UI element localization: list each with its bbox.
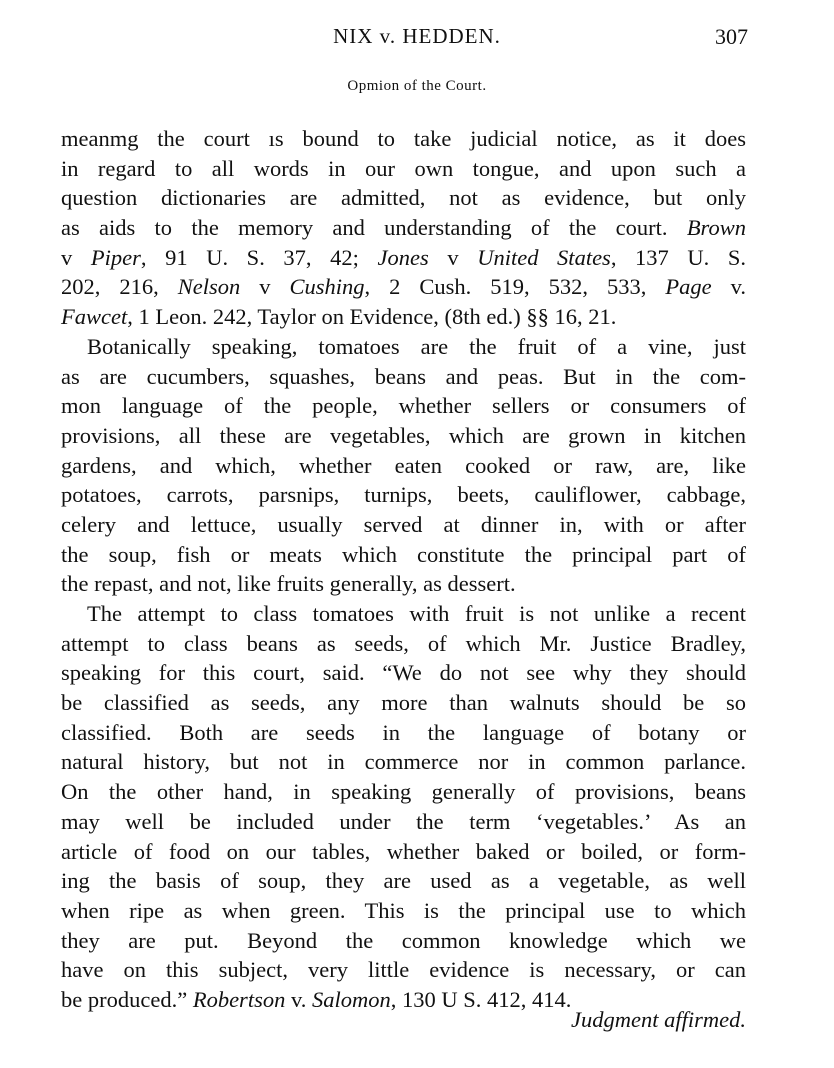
text-segment: , 2 Cush. 519, 532, 533, — [364, 274, 666, 300]
text-line — [61, 926, 746, 956]
text-segment: may well be included under the term ‘vegetables.’ As an — [61, 808, 746, 834]
text-line — [61, 124, 746, 154]
text-segment: the soup, fish or meats which constitute the principal part of — [61, 541, 746, 567]
text-line — [61, 896, 746, 926]
text-segment: provisions, all these are vegetables, which are grown in kitchen — [61, 422, 746, 448]
text-segment: article of food on our tables, whether baked or boiled, or form- — [61, 838, 746, 864]
case-name-italic: Piper — [90, 244, 141, 270]
text-line — [61, 391, 746, 421]
text-segment: mon language of the people, whether sellers or consumers of — [61, 393, 746, 419]
text-segment: natural history, but not in commerce nor in common parlance. — [61, 749, 746, 775]
text-line — [61, 362, 746, 392]
judgment-line: Judgment affirmed. — [571, 1007, 746, 1032]
text-line — [61, 451, 746, 481]
text-segment: when ripe as when green. This is the principal use to which — [61, 897, 746, 923]
text-segment: they are put. Beyond the common knowledge which we — [61, 927, 746, 953]
text-line — [61, 540, 746, 570]
text-segment: v — [61, 244, 91, 270]
text-line — [61, 599, 746, 629]
text-line — [61, 837, 746, 867]
text-segment: question dictionaries are admitted, not as evidence, but only — [61, 185, 746, 211]
case-name-italic: Robertson — [192, 986, 286, 1012]
text-line — [61, 688, 746, 718]
text-line — [61, 777, 746, 807]
text-segment: speaking for this court, said. “We do not see why they should — [61, 660, 746, 686]
case-name-italic: Cushing — [289, 274, 365, 300]
text-line — [61, 243, 746, 273]
case-name-italic: Nelson — [177, 274, 241, 300]
text-segment: , 130 U S. 412, 414. — [390, 986, 572, 1012]
text-segment: potatoes, carrots, parsnips, turnips, beets, cauliflower, cabbage, — [61, 482, 746, 508]
text-line — [61, 718, 746, 748]
text-line — [61, 272, 746, 302]
text-segment: gardens, and which, whether eaten cooked or raw, are, like — [61, 452, 746, 478]
text-line — [61, 154, 746, 184]
text-line — [61, 569, 746, 599]
text-segment: On the other hand, in speaking generally of provisions, beans — [61, 779, 746, 805]
text-segment: be classified as seeds, any more than walnuts should be so — [61, 690, 746, 716]
text-segment: v — [428, 244, 478, 270]
text-line — [61, 510, 746, 540]
text-segment: v. — [285, 986, 312, 1012]
text-segment: the repast, and not, like fruits generally, as dessert. — [61, 571, 516, 597]
text-segment: ing the basis of soup, they are used as a vegetable, as well — [61, 868, 746, 894]
text-segment: meanmg the court ıs bound to take judicial notice, as it does — [61, 126, 746, 151]
text-line — [61, 302, 746, 332]
text-segment: , 137 U. S. — [610, 244, 747, 270]
text-segment: classified. Both are seeds in the language of botany or — [61, 719, 746, 745]
text-segment: celery and lettuce, usually served at dinner in, with or after — [61, 511, 746, 537]
case-name-italic: Brown — [686, 215, 746, 241]
text-line — [61, 658, 746, 688]
text-line — [61, 629, 746, 659]
text-segment: v — [240, 274, 290, 300]
text-line — [61, 213, 746, 243]
text-line — [61, 480, 746, 510]
text-segment: have on this subject, very little evidence is necessary, or can — [61, 957, 746, 983]
case-name-italic: Jones — [377, 244, 429, 270]
text-line — [61, 421, 746, 451]
text-segment: as are cucumbers, squashes, beans and peas. But in the com- — [61, 363, 746, 389]
text-line — [61, 807, 746, 837]
text-segment: be produced.” — [61, 986, 193, 1012]
running-title: NIX v. HEDDEN. — [333, 24, 501, 48]
case-name-italic: Fawcet — [61, 304, 128, 330]
opinion-body-text — [61, 124, 746, 1015]
text-line — [61, 332, 746, 362]
text-line — [61, 866, 746, 896]
text-segment: , 91 U. S. 37, 42; — [140, 244, 378, 270]
case-name-italic: United States — [477, 244, 611, 270]
case-name-italic: Page — [665, 274, 712, 300]
text-line — [61, 183, 746, 213]
text-segment: attempt to class beans as seeds, of which Mr. Justice Bradley, — [61, 630, 746, 656]
text-segment: 202, 216, — [61, 274, 178, 300]
text-segment: as aids to the memory and understanding of the court. — [61, 215, 687, 241]
section-heading: Opmion of the Court. — [347, 78, 487, 94]
text-segment: v. — [711, 274, 747, 300]
page-number: 307 — [715, 24, 748, 49]
text-segment: The attempt to class tomatoes with fruit is not unlike a recent — [87, 601, 746, 626]
text-line — [61, 747, 746, 777]
text-line — [61, 955, 746, 985]
text-segment: in regard to all words in our own tongue, and upon such a — [61, 155, 746, 181]
case-name-italic: Salomon — [312, 986, 391, 1012]
text-segment: Botanically speaking, tomatoes are the fruit of a vine, just — [87, 333, 746, 359]
text-segment: , 1 Leon. 242, Taylor on Evidence, (8th ed.) §§ 16, 21. — [127, 304, 617, 330]
